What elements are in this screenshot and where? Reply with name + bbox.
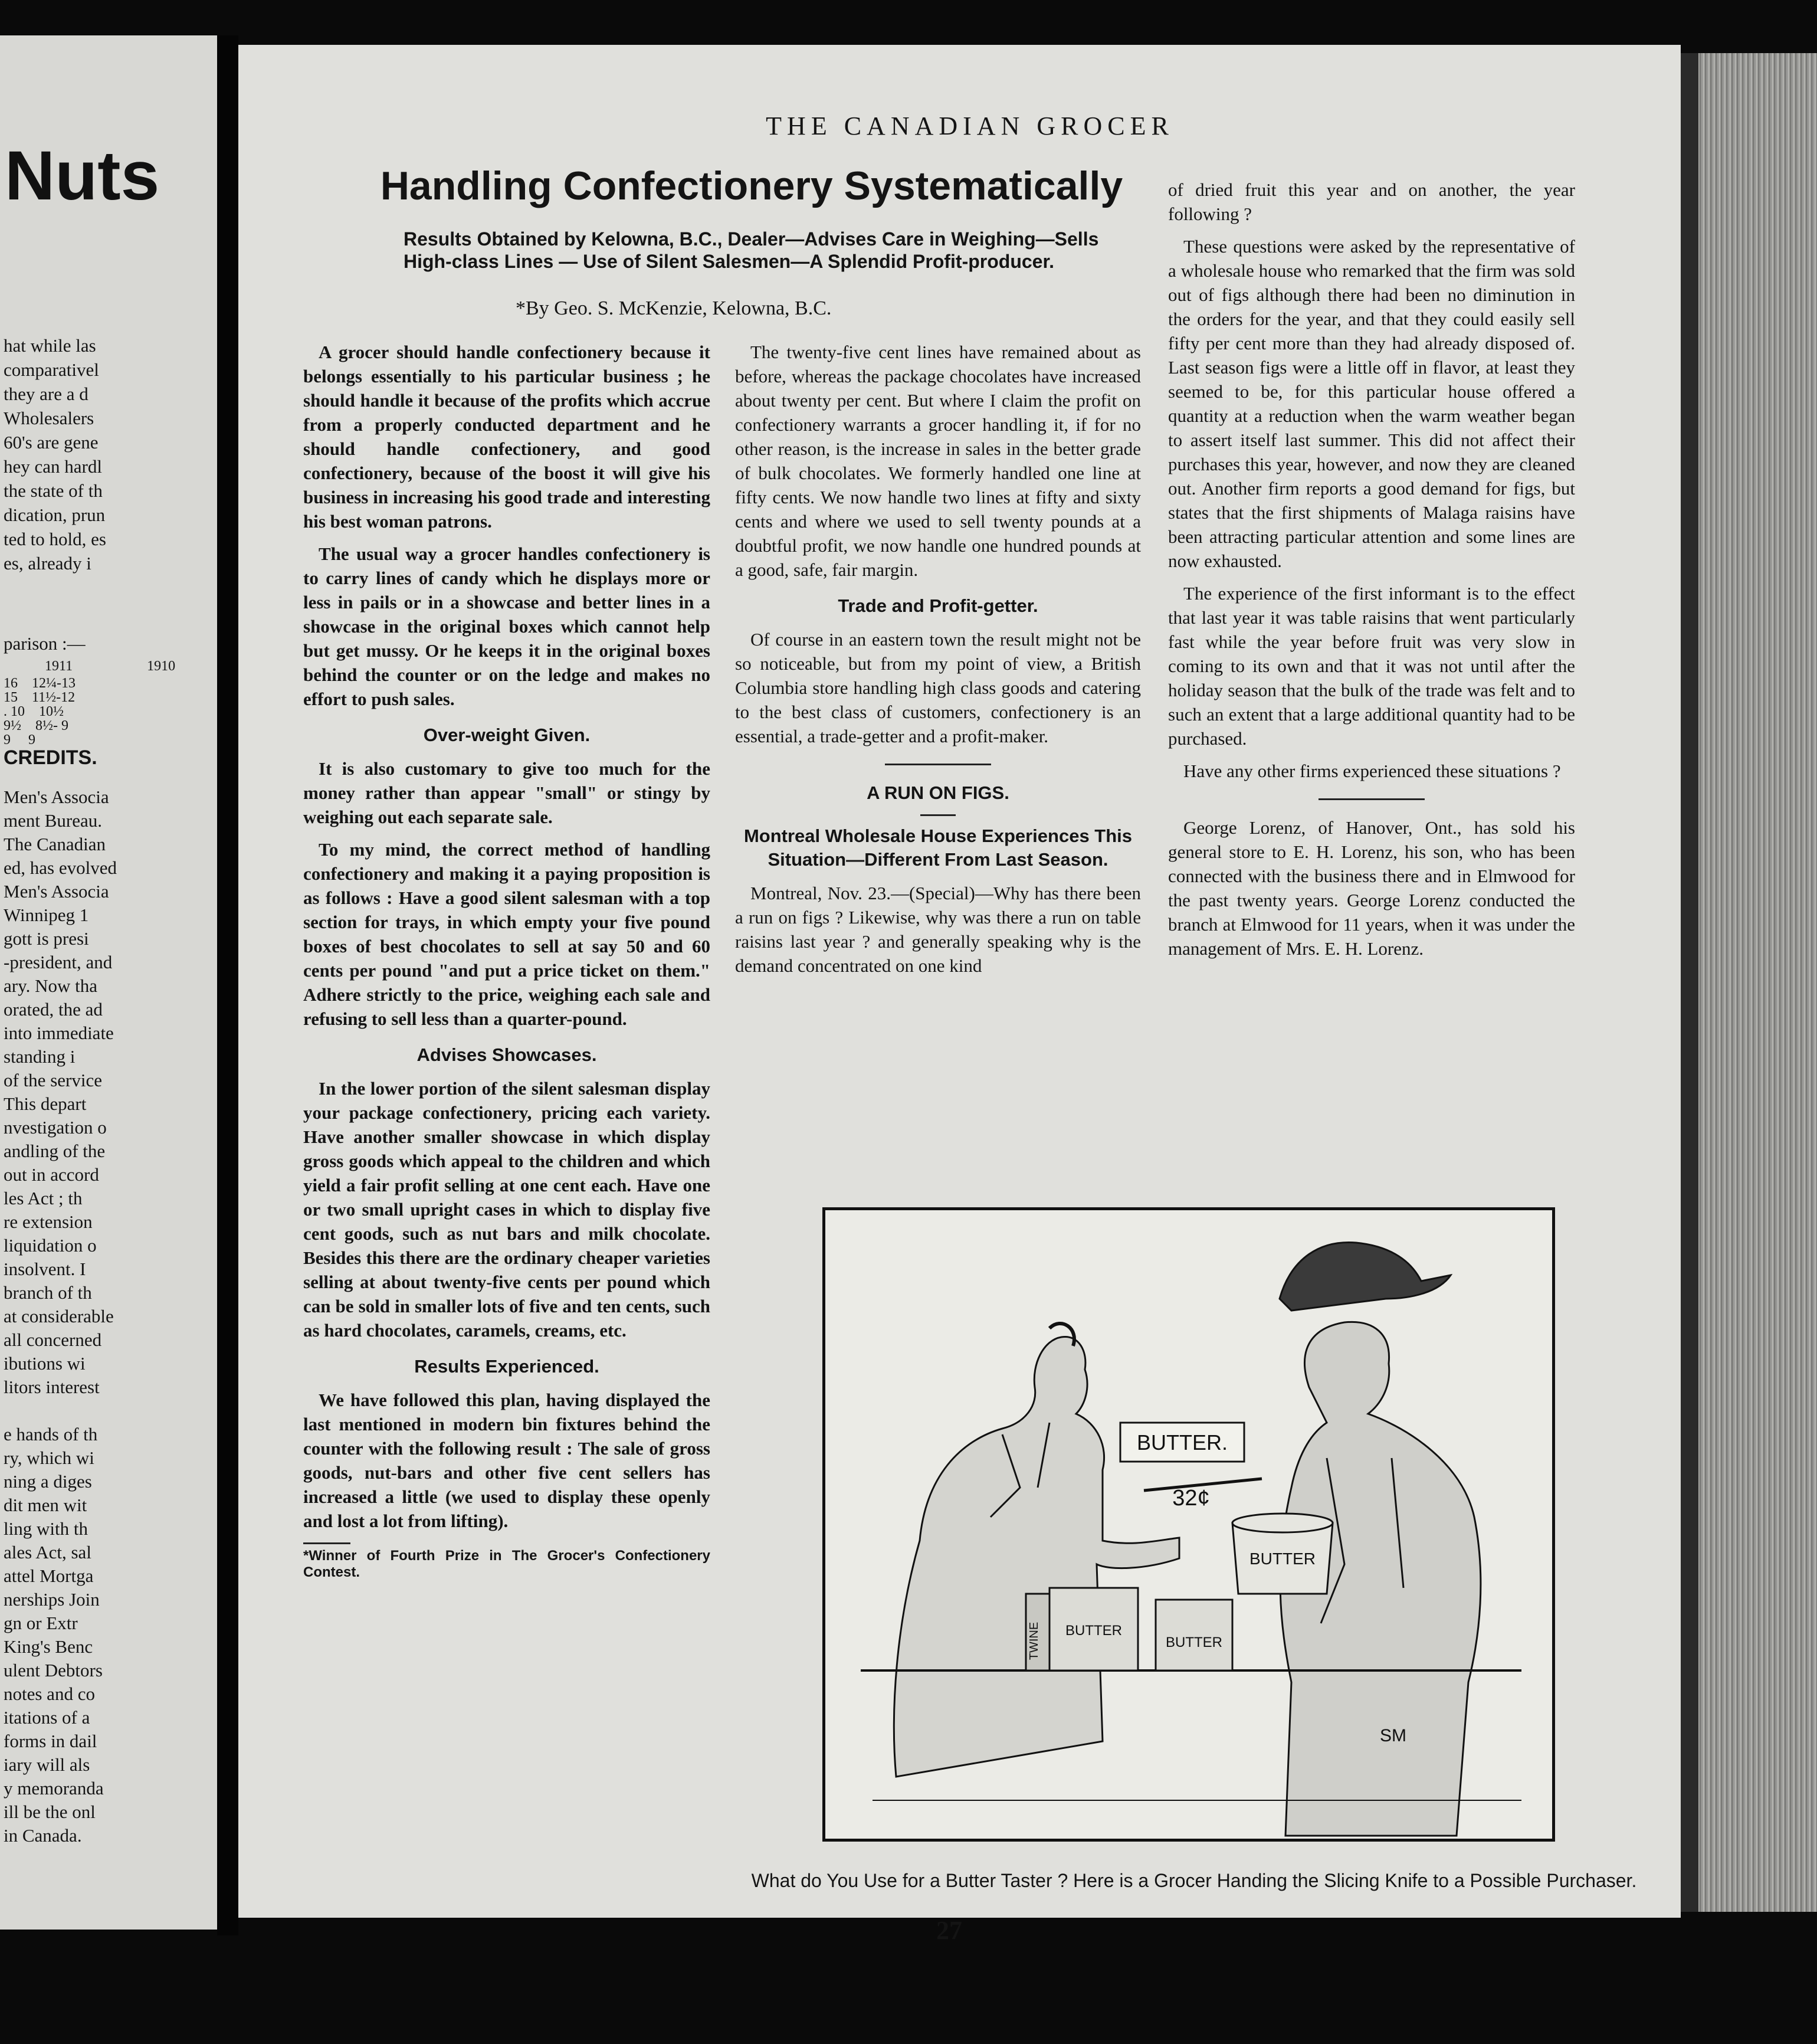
- left-page-line: itations of a: [4, 1707, 90, 1728]
- left-page-line: out in accord: [4, 1164, 99, 1185]
- artist-signature: SM: [1380, 1726, 1406, 1745]
- left-page-line: Men's Associa: [4, 787, 109, 807]
- magazine-page: [238, 45, 1681, 1945]
- article-column-1: [303, 340, 710, 1581]
- paragraph: We have followed this plan, having displayed the last mentioned in modern bin fixtures behind the counter with the following result : The sale of gross goods, nut-bars and other five cent sellers has increased a little (we used to display these openly and lost a lot from lifting).: [303, 1390, 710, 1531]
- left-page-line: orated, the ad: [4, 999, 103, 1020]
- left-page-line: nvestigation o: [4, 1117, 107, 1138]
- paragraph: The usual way a grocer handles confectionery is to carry lines of candy which he displays more or less in pails or in a showcase and better lines in a showcase in the original boxes which cannot help but get mussy. Or he keeps it in the original boxes behind the counter or on the ledge and makes no effort to push sales.: [303, 543, 710, 709]
- left-page-line: ted to hold, es: [4, 529, 106, 549]
- left-page-line: gn or Extr: [4, 1613, 78, 1633]
- comparison-row: 16 12¼-13: [4, 676, 76, 691]
- paragraph: In the lower portion of the silent salesman display your package confectionery, pricing each variety. Have another smaller showcase in which display gross goods which appeal to the children and which yield a fair profit selling at one cent each. Have one or two small upright cases in which to display five cent goods, such as nut bars and milk chocolate. Besides this there are the ordinary cheaper varieties selling at about twenty-five cents per pound which can be sold in smaller lots of five and ten cents, such as hard chocolates, caramels, creams, etc.: [303, 1078, 710, 1341]
- left-page-line: ulent Debtors: [4, 1660, 103, 1681]
- left-page-heading: Nuts: [5, 137, 160, 215]
- sign-text: BUTTER.: [1136, 1430, 1228, 1455]
- comparison-row: . 10 10½: [4, 704, 64, 719]
- left-page-line: ill be the onl: [4, 1801, 96, 1822]
- paragraph: Montreal, Nov. 23.—(Special)—Why has there been a run on figs ? Likewise, why was there a run on table raisins last year ? and generally speaking why is the demand concentrated on one kind: [735, 883, 1141, 976]
- article-byline: *By Geo. S. McKenzie, Kelowna, B.C.: [516, 297, 832, 319]
- left-page-line: the state of th: [4, 480, 103, 501]
- left-page-line: The Canadian: [4, 834, 106, 854]
- left-page-line: ment Bureau.: [4, 810, 103, 831]
- comparison-years: [4, 658, 217, 674]
- left-page-line: all concerned: [4, 1329, 102, 1350]
- price-text: 32¢: [1172, 1486, 1210, 1511]
- tub-label: BUTTER: [1249, 1550, 1316, 1568]
- left-page-line: ry, which wi: [4, 1447, 94, 1468]
- comparison-row: 15 11½-12: [4, 690, 76, 705]
- footnote: [303, 1542, 710, 1581]
- divider: [885, 764, 991, 765]
- left-page-line: ibutions wi: [4, 1353, 86, 1374]
- hat: [1280, 1242, 1451, 1311]
- book-page-edge-shadow: [1681, 53, 1698, 1912]
- comparison-row: 9 9: [4, 732, 35, 748]
- left-page-line: 60's are gene: [4, 432, 99, 453]
- paragraph: A grocer should handle confectionery because it belongs essentially to his particular business ; he should handle it because of the profits which accrue from a properly conducted department and he should handle confectionery, and good confectionery, because of the boost it will give his business in increasing his good trade and interesting his best woman patrons.: [303, 342, 710, 532]
- left-page-line: they are a d: [4, 384, 88, 404]
- left-page-line: Men's Associa: [4, 881, 109, 902]
- left-page-line: y memoranda: [4, 1778, 104, 1799]
- left-page-line: This depart: [4, 1093, 87, 1114]
- twine-label: TWINE: [1028, 1622, 1041, 1660]
- left-page-line: hat while las: [4, 335, 96, 356]
- section-heading: Over-weight Given.: [423, 725, 591, 745]
- book-gutter: [217, 35, 238, 1935]
- left-page-line: ales Act, sal: [4, 1542, 91, 1563]
- paragraph: of dried fruit this year and on another, the year following ?: [1168, 179, 1575, 224]
- left-page-line: iary will als: [4, 1754, 90, 1775]
- page-number: 27: [936, 1916, 962, 1945]
- left-page-line: ed, has evolved: [4, 857, 117, 878]
- left-page-line: Winnipeg 1: [4, 905, 89, 925]
- divider: [1319, 798, 1425, 800]
- left-page-line: standing i: [4, 1046, 76, 1067]
- crate-label: BUTTER: [1065, 1623, 1122, 1639]
- left-page-line: Wholesalers: [4, 408, 94, 428]
- left-page-line: insolvent. I: [4, 1259, 86, 1279]
- masthead: THE CANADIAN GROCER: [766, 112, 1174, 140]
- left-page-line: in Canada.: [4, 1825, 82, 1846]
- book-page-edges: [1681, 53, 1817, 1912]
- illustration: [822, 1207, 1555, 1842]
- left-page-line: attel Mortga: [4, 1565, 94, 1586]
- crate-label-2: BUTTER: [1166, 1634, 1222, 1650]
- left-page-line: re extension: [4, 1211, 93, 1232]
- left-page-line: ling with th: [4, 1518, 88, 1539]
- left-page-line: ning a diges: [4, 1471, 92, 1492]
- paragraph: The twenty-five cent lines have remained about as before, whereas the package chocolates have increased about twenty per cent. But where I claim the profit on confectionery warrants a grocer handling it, if for no other reason, is the increase in sales in the better grade of bulk chocolates. We formerly handled one line at fifty cents. We now handle two lines at fifty and sixty cents and where we used to sell twenty pounds at a doubtful profit, we now handle one hundred pounds at a good, safe, fair margin.: [735, 342, 1141, 580]
- article-column-3: [1168, 178, 1575, 969]
- divider: [920, 814, 956, 816]
- comparison-label: parison :—: [4, 633, 86, 654]
- figs-title: A RUN ON FIGS.: [867, 782, 1009, 803]
- left-page-line: dit men wit: [4, 1495, 87, 1515]
- comparison-year-1910: 1910: [147, 659, 176, 674]
- section-heading: Advises Showcases.: [416, 1044, 597, 1065]
- paragraph: These questions were asked by the representative of a wholesale house who remarked that the firm was sold out of figs although there had been no diminution in the orders for the year, and that they could easily sell fifty per cent more than they had already disposed of. Last season figs were a little off in flavor, at least they seemed to be, for this particular house offered a quantity at a reduction when the warm weather began to assert itself last summer. This did not affect their purchases this year, however, and now they are cleaned out. Another firm reports a good demand for figs, but states that the first shipments of Malaga raisins have been attracting particular attention and some lines are now exhausted.: [1168, 236, 1575, 571]
- credits-heading: CREDITS.: [4, 746, 97, 769]
- left-page-line: liquidation o: [4, 1235, 97, 1256]
- section-heading: Results Experienced.: [414, 1356, 599, 1377]
- paragraph: Of course in an eastern town the result might not be so noticeable, but from my point of view, a British Columbia store handling high class goods and catering to the best class of customers, confectionery is an essential, a trade-getter and a profit-maker.: [735, 629, 1141, 746]
- left-page-line: forms in dail: [4, 1731, 97, 1751]
- left-page-line: comparativel: [4, 359, 99, 380]
- left-page-line: dication, prun: [4, 505, 106, 525]
- left-page-line: branch of th: [4, 1282, 92, 1303]
- paragraph: Have any other firms experienced these situations ?: [1183, 761, 1561, 781]
- footnote-rule: [303, 1542, 350, 1544]
- figs-subtitle: Montreal Wholesale House Experiences This Situation—Different From Last Season.: [743, 826, 1133, 870]
- comparison-row: 9½ 8½- 9: [4, 718, 68, 733]
- left-page-line: King's Benc: [4, 1636, 93, 1657]
- article-column-2: [735, 340, 1141, 986]
- article-subtitle: Results Obtained by Kelowna, B.C., Dealer—Advises Care in Weighing—Sells High-class Lines — Use of Silent Salesmen—A Splendid Profit-producer.: [404, 228, 1099, 272]
- left-page-line: into immediate: [4, 1023, 114, 1043]
- left-page-line: e hands of th: [4, 1424, 98, 1444]
- paragraph: To my mind, the correct method of handling confectionery and making it a paying proposition is as follows : Have a good silent salesman with a top section for trays, in which empty your five pound boxes of best chocolates to sell at say 50 and 60 cents per pound "and put a price ticket on them." Adhere strictly to the price, weighing each sale and refusing to sell less than a quarter-pound.: [303, 839, 710, 1029]
- left-page-line: litors interest: [4, 1377, 100, 1397]
- comparison-year-1911: 1911: [45, 659, 73, 674]
- left-page-line: ary. Now tha: [4, 975, 97, 996]
- grocer-figure: [894, 1337, 1179, 1777]
- paragraph: George Lorenz, of Hanover, Ont., has sold his general store to E. H. Lorenz, his son, who has been connected with the business there and in Elmwood for the past twenty years. George Lorenz conducted the branch at Elmwood for 11 years, when it was under the management of Mrs. E. H. Lorenz.: [1168, 817, 1575, 959]
- section-heading: Trade and Profit-getter.: [838, 595, 1038, 616]
- illustration-caption: What do You Use for a Butter Taster ? Here is a Grocer Handing the Slicing Knife to a Possible Purchaser.: [751, 1870, 1637, 1891]
- left-page-line: nerships Join: [4, 1589, 100, 1610]
- paragraph: The experience of the first informant is to the effect that last year it was table raisins that went particularly fast while the year before fruit was very slow in coming to its own and that it was not until after the holiday season that the bulk of the trade was felt and to such an extent that a large additional quantity had to be purchased.: [1168, 583, 1575, 749]
- article-title: Handling Confectionery Systematically: [380, 163, 1123, 208]
- left-page-line: les Act ; th: [4, 1188, 83, 1208]
- left-page-line: -president, and: [4, 952, 113, 972]
- paragraph: It is also customary to give too much for the money rather than appear "small" or stingy by weighing out each separate sale.: [303, 758, 710, 827]
- left-page-line: notes and co: [4, 1683, 95, 1704]
- left-page-line: gott is presi: [4, 928, 89, 949]
- left-page-fragment: [0, 35, 217, 1930]
- left-page-line: at considerable: [4, 1306, 114, 1326]
- left-page-line: of the service: [4, 1070, 102, 1090]
- left-page-line: andling of the: [4, 1141, 106, 1161]
- left-page-line: es, already i: [4, 553, 91, 574]
- left-page-line: hey can hardl: [4, 456, 102, 477]
- footnote-text: *Winner of Fourth Prize in The Grocer's Confectionery Contest.: [303, 1548, 710, 1580]
- grocer-illustration: [825, 1210, 1552, 1839]
